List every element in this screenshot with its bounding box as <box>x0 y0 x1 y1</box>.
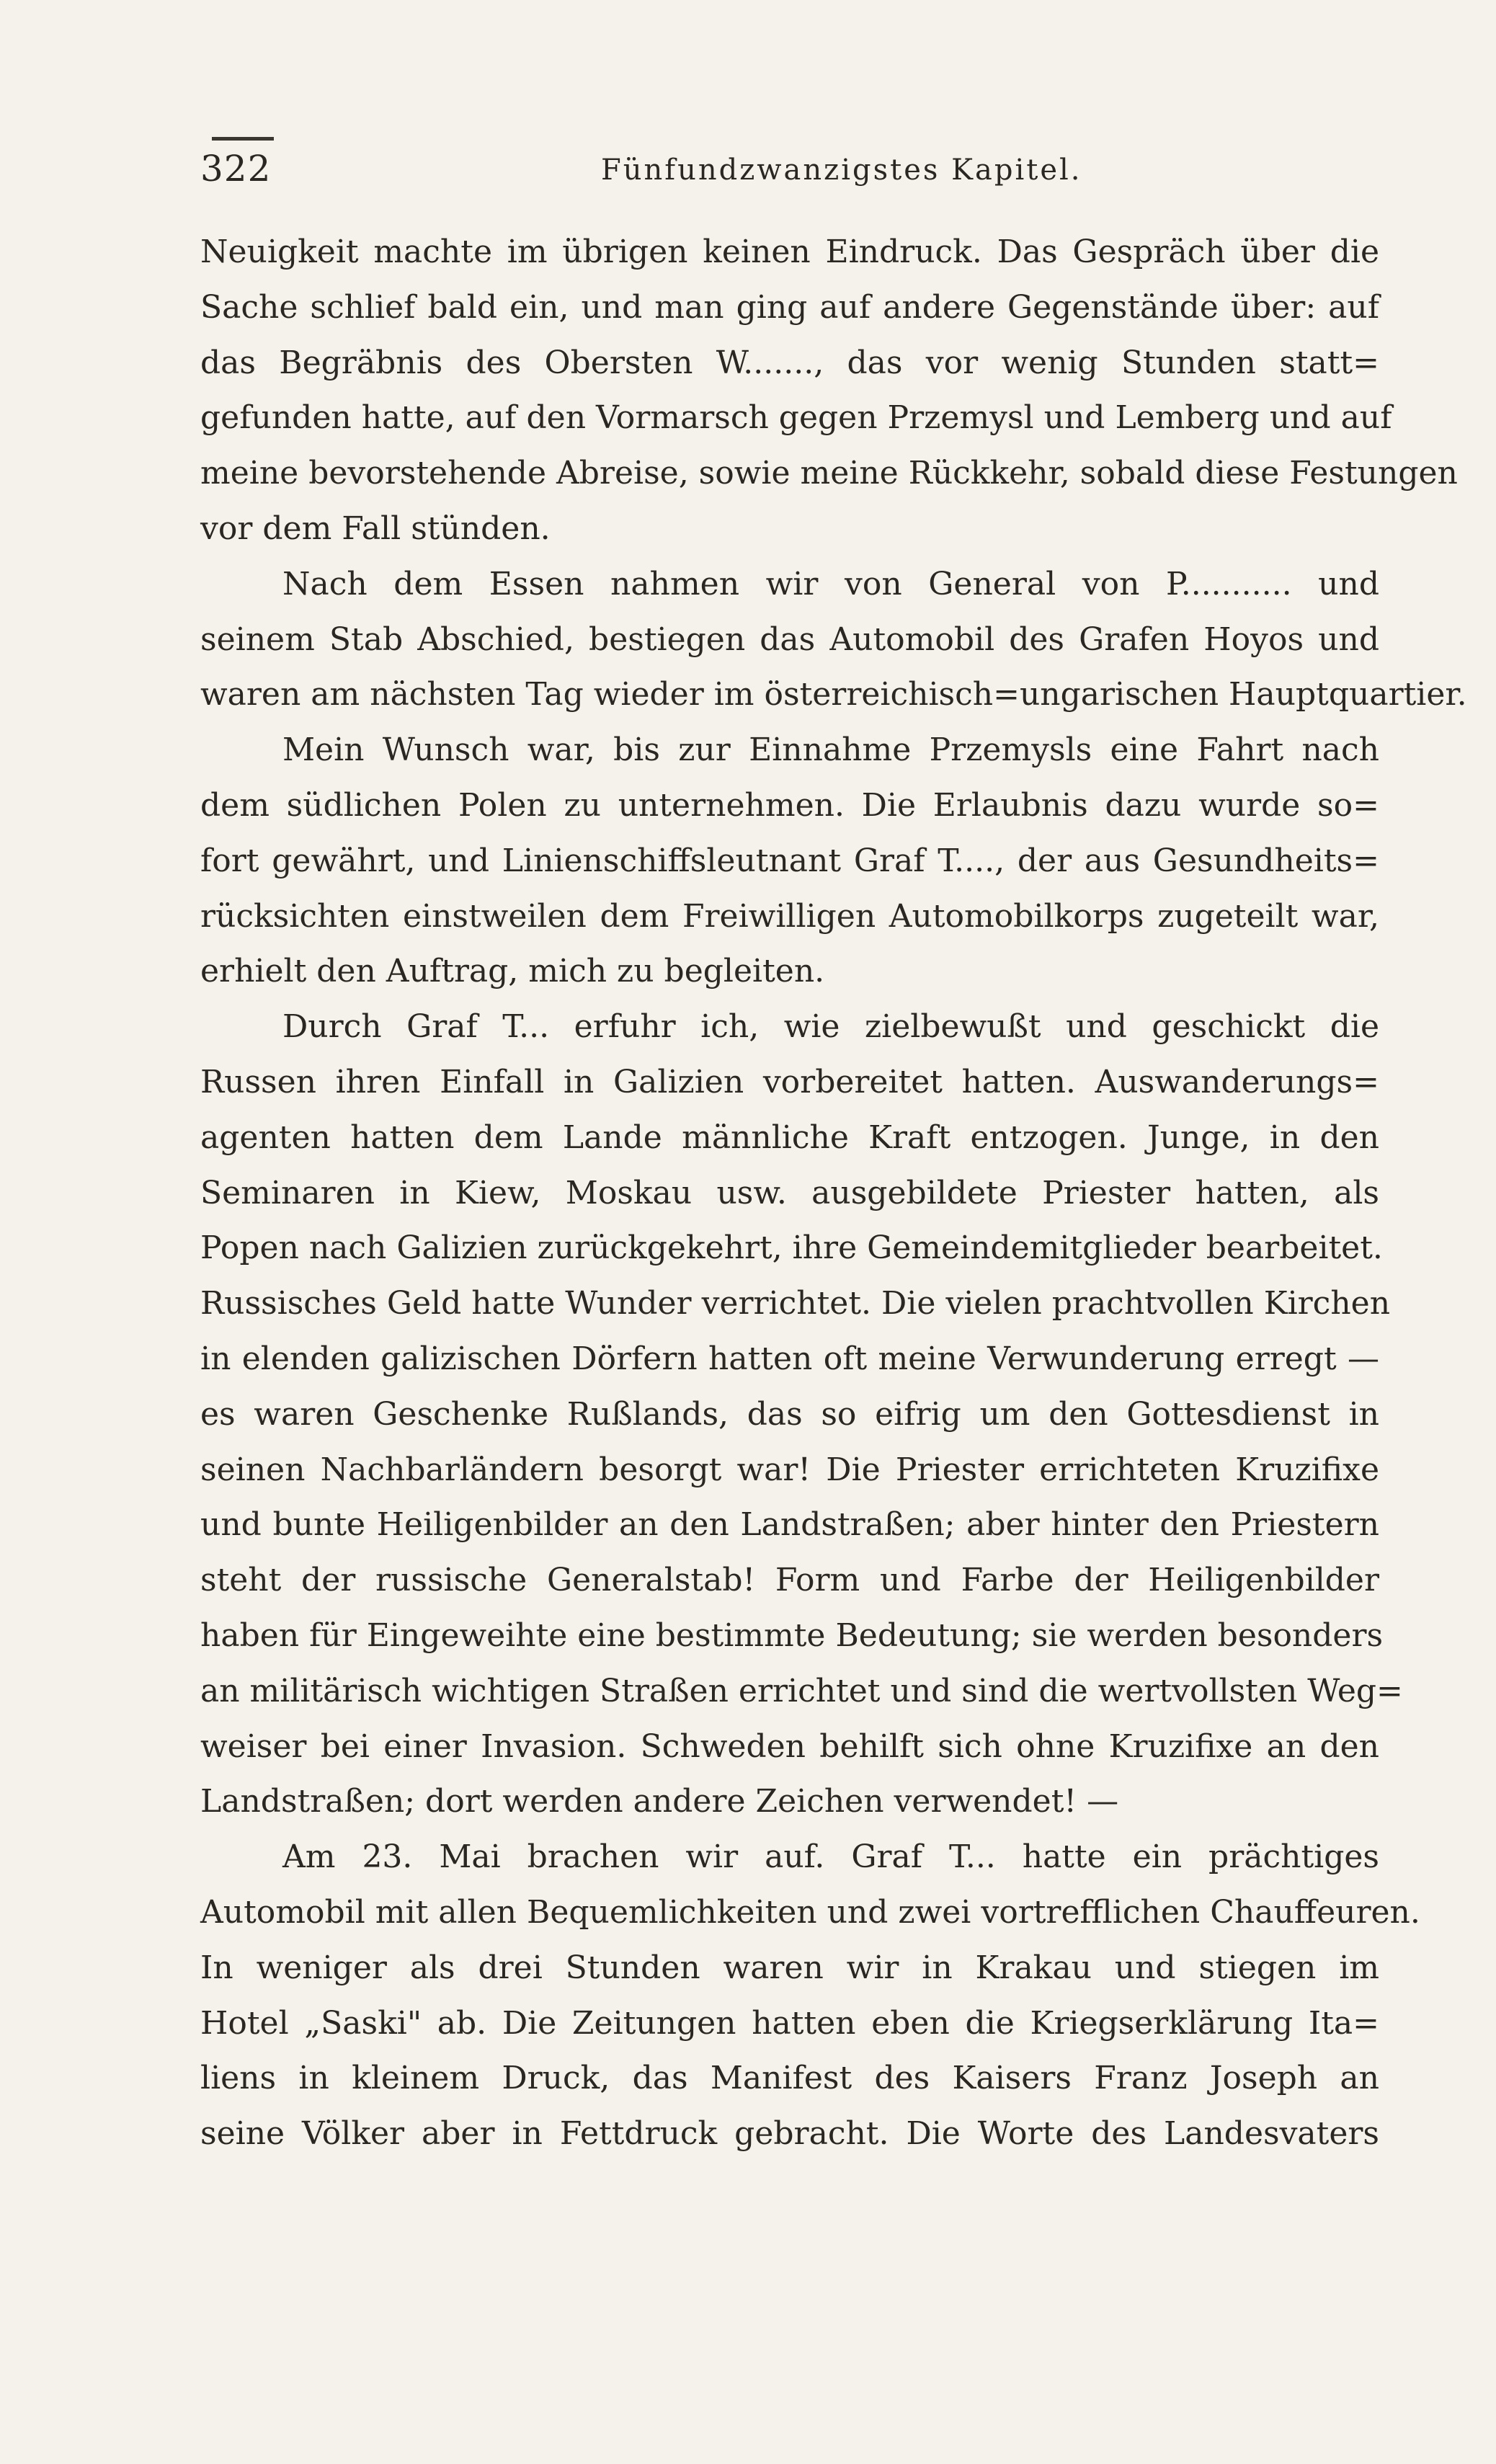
text-line: fort gewährt, und Linienschiffsleutnant Graf T...., der aus Gesundheits= <box>200 842 1379 879</box>
body-text <box>200 225 1467 2162</box>
text-line: liens in kleinem Druck, das Manifest des Kaisers Franz Joseph an <box>200 2060 1379 2097</box>
chapter-title: Fünfundzwanzigstes Kapitel. <box>601 154 1082 187</box>
text-line: gefunden hatte, auf den Vormarsch gegen Przemysl und Lemberg und auf <box>200 399 1392 437</box>
text-line: das Begräbnis des Obersten W......., das vor wenig Stunden statt= <box>200 344 1379 381</box>
text-line: Automobil mit allen Bequemlichkeiten und zwei vortrefflichen Chauffeuren. <box>200 1893 1420 1931</box>
text-line: an militärisch wichtigen Straßen errichtet und sind die wertvollsten Weg= <box>200 1672 1403 1709</box>
text-line: Hotel „Saski" ab. Die Zeitungen hatten eben die Kriegserklärung Ita= <box>200 2004 1379 2042</box>
text-line: Sache schlief bald ein, und man ging auf andere Gegenstände über: auf <box>200 288 1379 326</box>
text-line: Nach dem Essen nahmen wir von General von P........... und <box>282 565 1379 602</box>
text-line: Durch Graf T... erfuhr ich, wie zielbewußt und geschickt die <box>282 1008 1379 1046</box>
text-line: in elenden galizischen Dörfern hatten oft meine Verwunderung erregt — <box>200 1340 1379 1377</box>
text-line: Am 23. Mai brachen wir auf. Graf T... hatte ein prächtiges <box>282 1838 1379 1876</box>
text-line: und bunte Heiligenbilder an den Landstraßen; aber hinter den Priestern <box>200 1506 1379 1544</box>
text-line: Mein Wunsch war, bis zur Einnahme Przemysls eine Fahrt nach <box>282 731 1379 769</box>
text-line: waren am nächsten Tag wieder im österreichisch=ungarischen Hauptquartier. <box>200 676 1467 713</box>
header-rule <box>212 137 274 141</box>
text-line: Russen ihren Einfall in Galizien vorbereitet hatten. Auswanderungs= <box>200 1063 1379 1100</box>
page-number: 322 <box>200 148 272 190</box>
text-line: seinem Stab Abschied, bestiegen das Automobil des Grafen Hoyos und <box>200 621 1379 658</box>
text-line: weiser bei einer Invasion. Schweden behilft sich ohne Kruzifixe an den <box>200 1727 1379 1765</box>
text-line: Russisches Geld hatte Wunder verrichtet. Die vielen prachtvollen Kirchen <box>200 1285 1391 1322</box>
text-line: es waren Geschenke Rußlands, das so eifrig um den Gottesdienst in <box>200 1395 1379 1433</box>
text-line: Neuigkeit machte im übrigen keinen Eindruck. Das Gespräch über die <box>200 233 1379 270</box>
text-line: rücksichten einstweilen dem Freiwilligen Automobilkorps zugeteilt war, <box>200 897 1379 935</box>
text-line: seine Völker aber in Fettdruck gebracht. Die Worte des Landesvaters <box>200 2115 1379 2153</box>
text-line: erhielt den Auftrag, mich zu begleiten. <box>200 953 825 990</box>
running-head <box>200 137 1379 202</box>
text-line: agenten hatten dem Lande männliche Kraft entzogen. Junge, in den <box>200 1118 1379 1156</box>
text-line: dem südlichen Polen zu unternehmen. Die Erlaubnis dazu wurde so= <box>200 786 1379 824</box>
text-line: Popen nach Galizien zurückgekehrt, ihre Gemeindemitglieder bearbeitet. <box>200 1229 1383 1267</box>
text-line: vor dem Fall stünden. <box>200 510 551 547</box>
text-line: steht der russische Generalstab! Form und Farbe der Heiligenbilder <box>200 1562 1379 1599</box>
text-line: meine bevorstehende Abreise, sowie meine Rückkehr, sobald diese Festungen <box>200 455 1458 492</box>
text-line: In weniger als drei Stunden waren wir in Krakau und stiegen im <box>200 1949 1379 1986</box>
text-line: Landstraßen; dort werden andere Zeichen verwendet! — <box>200 1783 1119 1820</box>
text-line: Seminaren in Kiew, Moskau usw. ausgebildete Priester hatten, als <box>200 1174 1379 1211</box>
text-line: seinen Nachbarländern besorgt war! Die Priester errichteten Kruzifixe <box>200 1451 1379 1488</box>
text-line: haben für Eingeweihte eine bestimmte Bedeutung; sie werden besonders <box>200 1616 1384 1654</box>
